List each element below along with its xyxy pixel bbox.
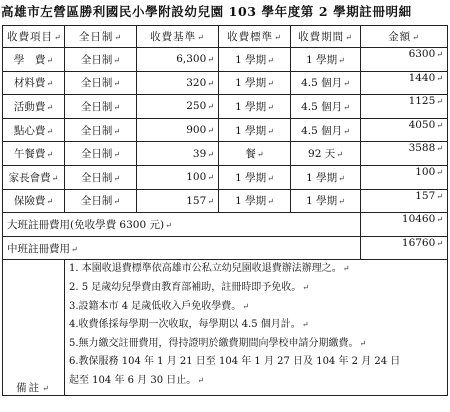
total-label: 中班註冊費用↵ (3, 236, 361, 260)
table-header-row (3, 26, 448, 48)
note-item-continuation: 起至 104 年 6 月 30 日止。↵ (69, 374, 204, 386)
table-row (3, 71, 448, 95)
note-item: 4.收費係採每學期一次收取，每學期以 4.5 個月計。↵ (69, 319, 309, 331)
item-cell: 活動費↵ (3, 95, 65, 119)
base-cell: 100↵ (137, 165, 219, 189)
standard-cell: 1 學期↵ (219, 95, 291, 119)
note-item: 6.教保服務 104 年 1 月 21 日至 104 年 1 月 27 日及 104 年 2 月 24 日 (69, 356, 401, 368)
header-cell: 收費項目↵ (3, 26, 65, 48)
amount-cell: 4050↵ (361, 118, 448, 142)
total-row-middle (3, 236, 448, 260)
table-row (3, 165, 448, 189)
total-row-senior (3, 213, 448, 237)
base-cell: 900↵ (137, 118, 219, 142)
header-cell: 收費期間↵ (291, 26, 361, 48)
item-cell: 材料費↵ (3, 71, 65, 95)
type-cell: 全日制↵ (65, 48, 137, 72)
table-row (3, 118, 448, 142)
base-cell: 157↵ (137, 189, 219, 213)
note-item: 5.無力繳交註冊費用，得持證明於繳費期間向學校申請分期繳費。↵ (69, 337, 367, 349)
item-cell: 午餐費↵ (3, 142, 65, 166)
table-row (3, 48, 448, 72)
base-cell: 39↵ (137, 142, 219, 166)
registration-table (2, 25, 448, 396)
type-cell: 全日制↵ (65, 189, 137, 213)
item-cell: 學 費↵ (3, 48, 65, 72)
page-title: 高雄市左營區勝利國民小學附設幼兒園 103 學年度第 2 學期註冊明細 (1, 4, 412, 19)
note-item: 1. 本園收退費標準依高雄市公私立幼兒園收退費辦法辦理之。↵ (69, 263, 350, 275)
header-cell: 收費標準↵ (219, 26, 291, 48)
total-amount: 16760↵ (361, 236, 448, 260)
amount-cell: 3588↵ (361, 142, 448, 166)
standard-cell: 1 學期↵ (219, 118, 291, 142)
type-cell: 全日制↵ (65, 142, 137, 166)
base-cell: 250↵ (137, 95, 219, 119)
table-row (3, 95, 448, 119)
item-cell: 點心費↵ (3, 118, 65, 142)
amount-cell: 1125↵ (361, 95, 448, 119)
item-cell: 家長會費↵ (3, 165, 65, 189)
type-cell: 全日制↵ (65, 71, 137, 95)
standard-cell: 1 學期↵ (219, 48, 291, 72)
base-cell: 6,300↵ (137, 48, 219, 72)
table-row (3, 142, 448, 166)
type-cell: 全日制↵ (65, 118, 137, 142)
period-cell: 92 天↵ (291, 142, 361, 166)
amount-cell: 100↵ (361, 165, 448, 189)
header-cell: 全日制↵ (65, 26, 137, 48)
header-cell: 收費基準↵ (137, 26, 219, 48)
item-cell: 保險費↵ (3, 189, 65, 213)
period-cell: 1 學期↵ (291, 189, 361, 213)
total-label: 大班註冊費用(免收學費 6300 元)↵ (3, 213, 361, 237)
base-cell: 320↵ (137, 71, 219, 95)
notes-label: 備註↵ (3, 260, 65, 396)
header-cell: 金額↵ (361, 26, 448, 48)
total-amount: 10460↵ (361, 213, 448, 237)
standard-cell: 1 學期↵ (219, 189, 291, 213)
period-cell: 1 學期↵ (291, 165, 361, 189)
period-cell: 4.5 個月↵ (291, 118, 361, 142)
note-item: 3.設籍本市 4 足歲低收入戶免收學費。↵ (69, 300, 249, 312)
standard-cell: 1 學期↵ (219, 165, 291, 189)
standard-cell: 1 學期↵ (219, 71, 291, 95)
period-cell: 4.5 個月↵ (291, 95, 361, 119)
note-item: 2. 5 足歲幼兒學費由教育部補助，註冊時即予免收。↵ (69, 281, 309, 293)
type-cell: 全日制↵ (65, 165, 137, 189)
amount-cell: 157↵ (361, 189, 448, 213)
type-cell: 全日制↵ (65, 95, 137, 119)
amount-cell: 1440↵ (361, 71, 448, 95)
period-cell: 4.5 個月↵ (291, 71, 361, 95)
table-row (3, 189, 448, 213)
amount-cell: 6300↵ (361, 48, 448, 72)
notes-row (3, 260, 448, 396)
period-cell: 1 學期↵ (291, 48, 361, 72)
standard-cell: 餐↵ (219, 142, 291, 166)
notes-cell (65, 260, 448, 396)
